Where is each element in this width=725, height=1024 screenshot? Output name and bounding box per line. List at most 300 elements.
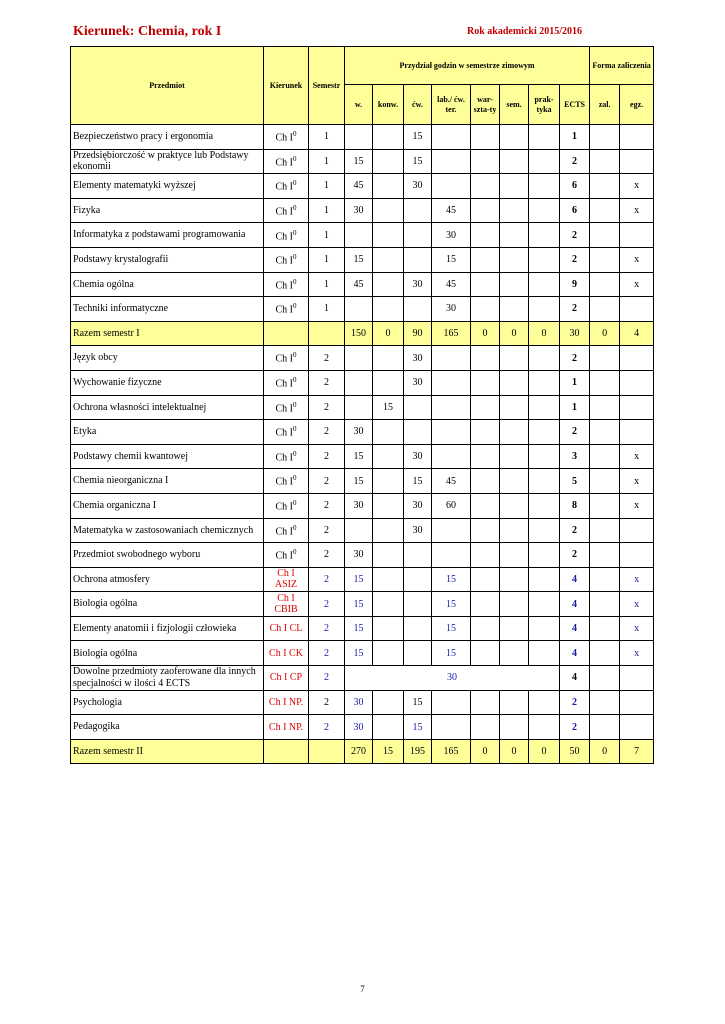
cell-egz: 4: [620, 321, 654, 346]
kierunek-sup: 0: [293, 474, 297, 483]
cell-egz: x: [620, 174, 654, 199]
cell-prak: [529, 247, 560, 272]
semester-cell: 1: [309, 272, 345, 297]
kierunek-cell: [264, 469, 309, 494]
cell-prak: [529, 174, 560, 199]
cell-konw: [373, 247, 404, 272]
kierunek-label: Ch I: [275, 525, 293, 537]
semester-cell: [309, 321, 345, 346]
kierunek-cell: [264, 616, 309, 641]
table-row: [71, 247, 654, 272]
cell-lab: [432, 715, 471, 740]
cell-egz: x: [620, 247, 654, 272]
cell-zal: [590, 469, 620, 494]
subject-name: Wychowanie fizyczne: [71, 370, 264, 395]
cell-prak: 0: [529, 321, 560, 346]
cell-egz: x: [620, 469, 654, 494]
cell-war: 0: [471, 321, 500, 346]
cell-w: 15: [345, 469, 373, 494]
cell-w: [345, 518, 373, 543]
cell-semi: [500, 198, 529, 223]
cell-cw: [404, 420, 432, 445]
subject-name: Podstawy chemii kwantowej: [71, 444, 264, 469]
semester-cell: 2: [309, 666, 345, 691]
cell-cw: [404, 592, 432, 617]
subject-name: Przedmiot swobodnego wyboru: [71, 543, 264, 568]
kierunek-sup: 0: [293, 548, 297, 557]
semester-cell: 2: [309, 444, 345, 469]
semester-cell: 1: [309, 198, 345, 223]
cell-lab: [432, 444, 471, 469]
cell-cw: 15: [404, 149, 432, 174]
kierunek-label: Ch I: [275, 353, 293, 365]
cell-w: 45: [345, 174, 373, 199]
cell-cw: [404, 395, 432, 420]
cell-lab: [432, 690, 471, 715]
cell-semi: [500, 223, 529, 248]
cell-zal: [590, 493, 620, 518]
cell-cw: [404, 223, 432, 248]
table-row: [71, 198, 654, 223]
cell-konw: [373, 469, 404, 494]
kierunek-label: Ch I CBIB: [274, 593, 298, 616]
cell-semi: [500, 395, 529, 420]
subject-name: Pedagogika: [71, 715, 264, 740]
cell-ects: 50: [560, 739, 590, 764]
cell-prak: [529, 370, 560, 395]
cell-konw: [373, 174, 404, 199]
cell-cw: 30: [404, 493, 432, 518]
semester-cell: 1: [309, 125, 345, 150]
cell-lab: [432, 174, 471, 199]
cell-cw: 15: [404, 715, 432, 740]
kierunek-cell: [264, 198, 309, 223]
cell-cw: [404, 198, 432, 223]
cell-cw: 30: [404, 346, 432, 371]
kierunek-sup: 0: [293, 277, 297, 286]
table-row: [71, 174, 654, 199]
subject-name: Dowolne przedmioty zaoferowane dla innych specjalności w ilości 4 ECTS: [71, 666, 264, 691]
cell-semi: [500, 715, 529, 740]
cell-cw: 30: [404, 272, 432, 297]
cell-prak: 0: [529, 739, 560, 764]
kierunek-cell: [264, 346, 309, 371]
cell-w: [345, 297, 373, 322]
cell-lab: [432, 395, 471, 420]
cell-ects: 4: [560, 592, 590, 617]
cell-egz: [620, 395, 654, 420]
semester-cell: 2: [309, 370, 345, 395]
cell-war: [471, 223, 500, 248]
cell-war: [471, 690, 500, 715]
semester-cell: 1: [309, 247, 345, 272]
semester-cell: 2: [309, 543, 345, 568]
cell-ects: 2: [560, 420, 590, 445]
kierunek-sup: 0: [293, 130, 297, 139]
cell-lab: [432, 149, 471, 174]
cell-prak: [529, 567, 560, 592]
table-row: [71, 149, 654, 174]
kierunek-sup: 0: [293, 499, 297, 508]
semester-cell: 1: [309, 174, 345, 199]
cell-semi: [500, 543, 529, 568]
semester-cell: 2: [309, 518, 345, 543]
kierunek-sup: 0: [293, 203, 297, 212]
semester-cell: 2: [309, 616, 345, 641]
cell-egz: [620, 149, 654, 174]
cell-konw: 15: [373, 395, 404, 420]
cell-prak: [529, 395, 560, 420]
cell-konw: [373, 444, 404, 469]
cell-lab: [432, 346, 471, 371]
subject-name: Elementy matematyki wyższej: [71, 174, 264, 199]
subject-name: Psychologia: [71, 690, 264, 715]
kierunek-cell: [264, 420, 309, 445]
semester-cell: 2: [309, 493, 345, 518]
kierunek-label: Ch I: [275, 427, 293, 439]
semester-cell: 2: [309, 567, 345, 592]
cell-cw: [404, 543, 432, 568]
cell-zal: [590, 444, 620, 469]
kierunek-cell: [264, 297, 309, 322]
header-semestr: Semestr: [309, 47, 345, 125]
kierunek-sup: 0: [293, 228, 297, 237]
cell-egz: [620, 518, 654, 543]
kierunek-sup: 0: [293, 523, 297, 532]
cell-war: [471, 395, 500, 420]
cell-war: [471, 149, 500, 174]
cell-w: [345, 125, 373, 150]
header-przydzial: Przydział godzin w semestrze zimowym: [345, 47, 590, 85]
cell-konw: [373, 125, 404, 150]
semester-cell: 1: [309, 297, 345, 322]
subject-name: Chemia ogólna: [71, 272, 264, 297]
kierunek-label: Ch I: [275, 230, 293, 242]
cell-egz: [620, 715, 654, 740]
semester-cell: [309, 739, 345, 764]
cell-zal: [590, 592, 620, 617]
table-row: [71, 543, 654, 568]
header-konw: konw.: [373, 85, 404, 125]
cell-war: [471, 493, 500, 518]
cell-lab: 15: [432, 616, 471, 641]
header-warsztaty: war-szta-ty: [471, 85, 500, 125]
cell-w: [345, 346, 373, 371]
subject-name: Język obcy: [71, 346, 264, 371]
header-lab: lab./ ćw. ter.: [432, 85, 471, 125]
cell-prak: [529, 223, 560, 248]
kierunek-label: Ch I CL: [269, 623, 303, 635]
cell-ects: 2: [560, 223, 590, 248]
table-row: [71, 616, 654, 641]
cell-w: 15: [345, 641, 373, 666]
subject-name: Chemia nieorganiczna I: [71, 469, 264, 494]
cell-cw: [404, 616, 432, 641]
cell-war: [471, 616, 500, 641]
cell-war: [471, 198, 500, 223]
semester-cell: 1: [309, 223, 345, 248]
cell-konw: [373, 592, 404, 617]
cell-w: 30: [345, 543, 373, 568]
cell-egz: [620, 346, 654, 371]
kierunek-label: Ch I: [275, 550, 293, 562]
cell-war: [471, 518, 500, 543]
semester-cell: 2: [309, 346, 345, 371]
semester-cell: 2: [309, 690, 345, 715]
cell-semi: [500, 444, 529, 469]
cell-zal: [590, 149, 620, 174]
table-row: [71, 223, 654, 248]
cell-prak: [529, 469, 560, 494]
cell-zal: [590, 247, 620, 272]
kierunek-cell: [264, 690, 309, 715]
kierunek-cell: [264, 567, 309, 592]
table-row: [71, 690, 654, 715]
table-row: [71, 641, 654, 666]
cell-konw: [373, 641, 404, 666]
cell-prak: [529, 272, 560, 297]
cell-ects: 2: [560, 346, 590, 371]
cell-ects: 2: [560, 297, 590, 322]
header-cw: ćw.: [404, 85, 432, 125]
table-row: [71, 444, 654, 469]
cell-konw: [373, 543, 404, 568]
subject-name: Matematyka w zastosowaniach chemicznych: [71, 518, 264, 543]
cell-egz: [620, 297, 654, 322]
kierunek-cell: [264, 592, 309, 617]
cell-ects: 1: [560, 125, 590, 150]
kierunek-cell: [264, 518, 309, 543]
cell-ects: 2: [560, 690, 590, 715]
cell-prak: [529, 198, 560, 223]
cell-ects: 6: [560, 198, 590, 223]
header-praktyka: prak-tyka: [529, 85, 560, 125]
cell-zal: [590, 666, 620, 691]
cell-zal: [590, 420, 620, 445]
cell-prak: [529, 715, 560, 740]
subject-name: Fizyka: [71, 198, 264, 223]
cell-ects: 5: [560, 469, 590, 494]
cell-semi: [500, 690, 529, 715]
cell-w: 15: [345, 444, 373, 469]
cell-cw: 90: [404, 321, 432, 346]
cell-w: 15: [345, 149, 373, 174]
cell-cw: [404, 297, 432, 322]
cell-zal: [590, 297, 620, 322]
cell-w: 270: [345, 739, 373, 764]
kierunek-sup: 0: [293, 425, 297, 434]
cell-w: 30: [345, 420, 373, 445]
cell-war: [471, 567, 500, 592]
kierunek-cell: [264, 321, 309, 346]
cell-cw: [404, 247, 432, 272]
cell-cw: 30: [404, 370, 432, 395]
cell-cw: 15: [404, 469, 432, 494]
cell-egz: 7: [620, 739, 654, 764]
cell-zal: [590, 543, 620, 568]
cell-zal: [590, 125, 620, 150]
cell-ects: 4: [560, 567, 590, 592]
cell-ects: 1: [560, 395, 590, 420]
cell-semi: [500, 370, 529, 395]
kierunek-label: Ch I NP.: [268, 696, 304, 708]
cell-cw: [404, 567, 432, 592]
cell-w: 30: [345, 198, 373, 223]
cell-war: [471, 715, 500, 740]
semester-cell: 2: [309, 420, 345, 445]
cell-w: 150: [345, 321, 373, 346]
cell-war: [471, 346, 500, 371]
kierunek-sup: 0: [293, 376, 297, 385]
cell-zal: 0: [590, 739, 620, 764]
cell-w: 30: [345, 690, 373, 715]
kierunek-cell: [264, 149, 309, 174]
cell-egz: x: [620, 198, 654, 223]
cell-lab: [432, 125, 471, 150]
cell-konw: [373, 690, 404, 715]
cell-war: [471, 444, 500, 469]
kierunek-cell: [264, 715, 309, 740]
kierunek-label: Ch I: [275, 501, 293, 513]
cell-ects: 30: [560, 321, 590, 346]
header-forma: Forma zaliczenia: [590, 47, 654, 85]
cell-war: [471, 174, 500, 199]
cell-prak: [529, 149, 560, 174]
cell-zal: [590, 223, 620, 248]
page-title: Kierunek: Chemia, rok I: [73, 24, 222, 39]
cell-konw: [373, 420, 404, 445]
cell-konw: [373, 223, 404, 248]
cell-konw: [373, 567, 404, 592]
cell-war: 0: [471, 739, 500, 764]
table-row: [71, 272, 654, 297]
cell-lab: [432, 370, 471, 395]
cell-prak: [529, 125, 560, 150]
cell-war: [471, 272, 500, 297]
cell-egz: [620, 125, 654, 150]
cell-war: [471, 297, 500, 322]
cell-w: [345, 395, 373, 420]
cell-ects: 4: [560, 666, 590, 691]
cell-ects: 8: [560, 493, 590, 518]
cell-war: [471, 592, 500, 617]
cell-egz: [620, 543, 654, 568]
cell-semi: [500, 149, 529, 174]
cell-semi: [500, 592, 529, 617]
cell-semi: [500, 346, 529, 371]
cell-semi: 0: [500, 321, 529, 346]
cell-semi: [500, 247, 529, 272]
cell-lab: 45: [432, 272, 471, 297]
cell-ects: 6: [560, 174, 590, 199]
cell-w: [345, 223, 373, 248]
subject-name: Chemia organiczna I: [71, 493, 264, 518]
cell-konw: [373, 198, 404, 223]
cell-prak: [529, 641, 560, 666]
study-plan-table: [70, 46, 654, 764]
cell-zal: [590, 616, 620, 641]
table-row: [71, 395, 654, 420]
cell-cw: 195: [404, 739, 432, 764]
cell-ects: 1: [560, 370, 590, 395]
cell-egz: x: [620, 592, 654, 617]
cell-semi: [500, 125, 529, 150]
kierunek-sup: 0: [293, 302, 297, 311]
subject-name: Ochrona atmosfery: [71, 567, 264, 592]
cell-zal: [590, 690, 620, 715]
cell-egz: x: [620, 616, 654, 641]
kierunek-cell: [264, 395, 309, 420]
cell-ects: 4: [560, 616, 590, 641]
cell-egz: x: [620, 641, 654, 666]
subject-name: Biologia ogólna: [71, 592, 264, 617]
cell-w: [345, 370, 373, 395]
header-przedmiot: Przedmiot: [71, 47, 264, 125]
page-number: 7: [360, 984, 365, 994]
header-egz: egz.: [620, 85, 654, 125]
cell-semi: [500, 297, 529, 322]
cell-zal: [590, 518, 620, 543]
cell-cw: 30: [404, 174, 432, 199]
header-w: w.: [345, 85, 373, 125]
cell-semi: [500, 174, 529, 199]
cell-egz: [620, 666, 654, 691]
cell-zal: [590, 174, 620, 199]
table-row: [71, 715, 654, 740]
cell-ects: 2: [560, 518, 590, 543]
table-row: [71, 592, 654, 617]
kierunek-label: Ch I: [275, 181, 293, 193]
kierunek-label: Ch I: [275, 157, 293, 169]
cell-ects: 4: [560, 641, 590, 666]
subject-name: Razem semestr I: [71, 321, 264, 346]
cell-zal: [590, 641, 620, 666]
subject-name: Elementy anatomii i fizjologii człowieka: [71, 616, 264, 641]
semester-cell: 2: [309, 641, 345, 666]
cell-lab: 15: [432, 247, 471, 272]
cell-prak: [529, 493, 560, 518]
cell-semi: [500, 567, 529, 592]
cell-war: [471, 543, 500, 568]
kierunek-label: Ch I: [275, 255, 293, 267]
cell-lab: 30: [432, 297, 471, 322]
kierunek-cell: [264, 272, 309, 297]
cell-lab: 15: [432, 567, 471, 592]
table-row: [71, 666, 654, 691]
cell-ects: 9: [560, 272, 590, 297]
semester-cell: 2: [309, 469, 345, 494]
header-ects: ECTS: [560, 85, 590, 125]
kierunek-label: Ch I CK: [269, 647, 303, 659]
cell-w: 30: [345, 493, 373, 518]
cell-zal: [590, 370, 620, 395]
subject-name: Razem semestr II: [71, 739, 264, 764]
kierunek-cell: [264, 370, 309, 395]
cell-cw: 15: [404, 690, 432, 715]
cell-zal: [590, 346, 620, 371]
cell-semi: 0: [500, 739, 529, 764]
cell-egz: [620, 370, 654, 395]
header-zal: zal.: [590, 85, 620, 125]
cell-lab: 165: [432, 321, 471, 346]
cell-lab: 45: [432, 198, 471, 223]
kierunek-cell: [264, 174, 309, 199]
total-row: [71, 321, 654, 346]
kierunek-label: Ch I: [275, 304, 293, 316]
cell-prak: [529, 543, 560, 568]
cell-konw: 15: [373, 739, 404, 764]
cell-lab: 60: [432, 493, 471, 518]
